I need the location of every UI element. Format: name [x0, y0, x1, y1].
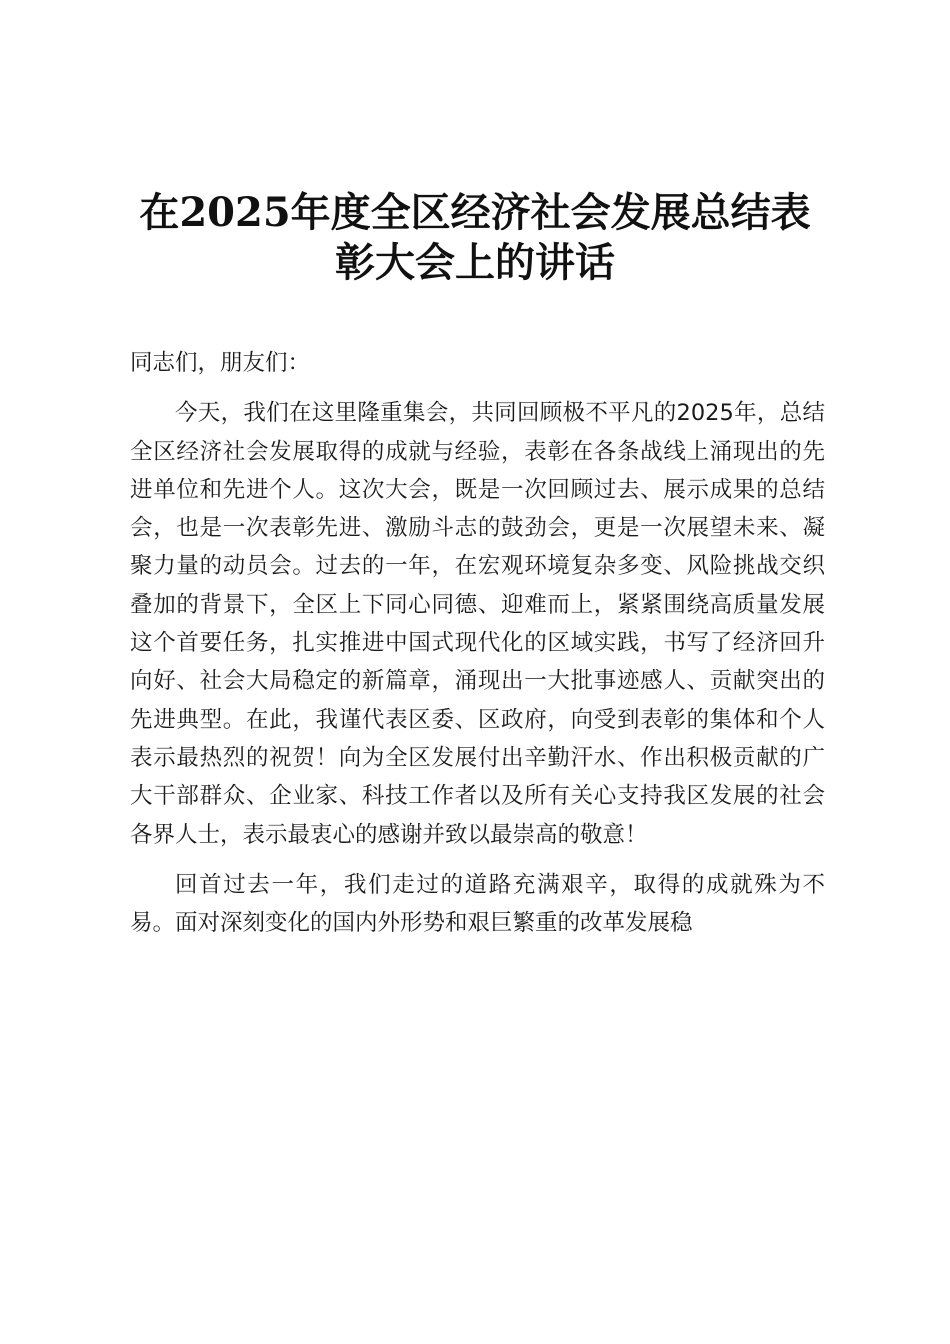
- title-line-1: 在2025年度全区经济社会发展总结表: [139, 189, 811, 236]
- paragraph-1: 今天，我们在这里隆重集会，共同回顾极不平凡的2025年，总结全区经济社会发展取得的成就与经验，表彰在各条战线上涌现出的先进单位和先进个人。这次大会，既是一次回顾过去、展示成果的总结会，也是一次表彰先进、激励斗志的鼓劲会，更是一次展望未来、凝聚力量的动员会。过去的一年，在宏观环境复杂多变、风险挑战交织叠加的背景下，全区上下同心同德、迎难而上，紧紧围绕高质量发展这个首要任务，扎实推进中国式现代化的区域实践，书写了经济回升向好、社会大局稳定的新篇章，涌现出一大批事迹感人、贡献突出的先进典型。在此，我谨代表区委、区政府，向受到表彰的集体和个人表示最热烈的祝贺！向为全区发展付出辛勤汗水、作出积极贡献的广大干部群众、企业家、科技工作者以及所有关心支持我区发展的社会各界人士，表示最衷心的感谢并致以最崇高的敬意！: [130, 400, 825, 848]
- document-title: [120, 188, 830, 288]
- title-line-2: 彰大会上的讲话: [335, 239, 615, 286]
- document-body: [130, 344, 825, 954]
- paragraph-2: 回首过去一年，我们走过的道路充满艰辛，取得的成就殊为不易。面对深刻变化的国内外形势和艰巨繁重的改革发展稳: [130, 871, 825, 937]
- salutation: 同志们，朋友们：: [130, 350, 311, 376]
